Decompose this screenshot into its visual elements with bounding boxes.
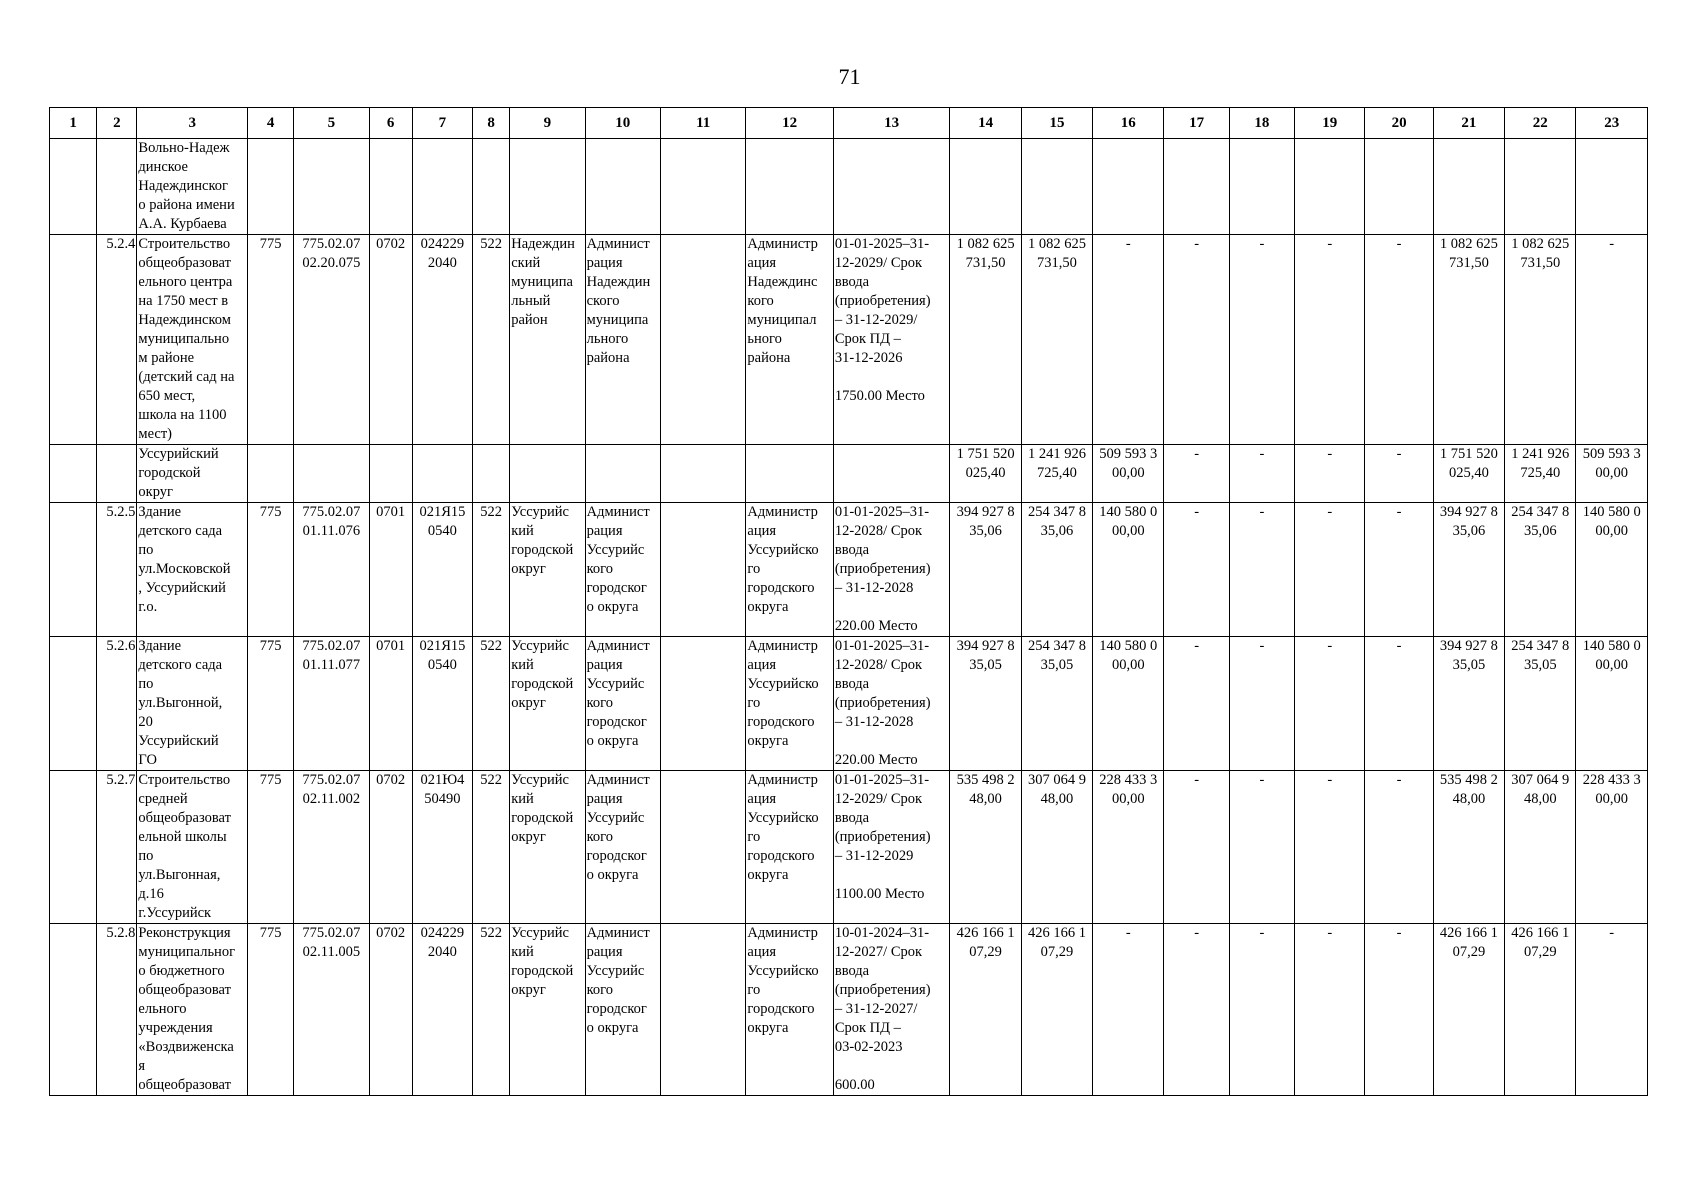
cell-col-4: 775 xyxy=(247,924,293,1096)
cell-col-3: Здание детского сада по ул.Московской , Уссурийский г.о. xyxy=(137,503,248,637)
cell-col-22: 307 064 9 48,00 xyxy=(1505,771,1576,924)
cell-col-13: 01-01-2025–31- 12-2029/ Срок ввода (приобретения) – 31-12-2029 1100.00 Место xyxy=(833,771,950,924)
cell-col-16: 140 580 0 00,00 xyxy=(1093,503,1164,637)
cell-col-10: Админист рация Уссурийс кого городског о округа xyxy=(585,771,660,924)
cell-col-16: - xyxy=(1093,235,1164,445)
column-header-21: 21 xyxy=(1433,108,1504,139)
cell-col-6: 0702 xyxy=(369,235,412,445)
cell-col-3: Реконструкция муниципальног о бюджетного общеобразоват ельного учреждения «Воздвиженска я общеобразоват xyxy=(137,924,248,1096)
cell-col-18: - xyxy=(1229,637,1294,771)
cell-col-17: - xyxy=(1164,235,1229,445)
cell-col-14: 426 166 1 07,29 xyxy=(950,924,1021,1096)
cell-col-9: Уссурийс кий городской округ xyxy=(510,637,585,771)
cell-col-2 xyxy=(97,445,137,503)
column-header-1: 1 xyxy=(50,108,97,139)
cell-col-23: 140 580 0 00,00 xyxy=(1576,503,1648,637)
cell-col-9 xyxy=(510,445,585,503)
column-header-9: 9 xyxy=(510,108,585,139)
cell-col-9: Уссурийс кий городской округ xyxy=(510,771,585,924)
cell-col-20: - xyxy=(1365,771,1433,924)
cell-col-11 xyxy=(660,235,745,445)
budget-table xyxy=(49,107,1648,1096)
cell-col-18: - xyxy=(1229,771,1294,924)
cell-col-14: 394 927 8 35,06 xyxy=(950,503,1021,637)
cell-col-11 xyxy=(660,139,745,235)
cell-col-2: 5.2.7 xyxy=(97,771,137,924)
cell-col-5: 775.02.07 01.11.077 xyxy=(294,637,369,771)
cell-col-6: 0702 xyxy=(369,771,412,924)
cell-col-15: 254 347 8 35,05 xyxy=(1021,637,1092,771)
cell-col-18: - xyxy=(1229,503,1294,637)
cell-col-4: 775 xyxy=(247,503,293,637)
column-header-19: 19 xyxy=(1295,108,1365,139)
cell-col-17 xyxy=(1164,139,1229,235)
cell-col-1 xyxy=(50,139,97,235)
cell-col-1 xyxy=(50,503,97,637)
table-row xyxy=(50,503,1648,637)
cell-col-13 xyxy=(833,445,950,503)
cell-col-21: 535 498 2 48,00 xyxy=(1433,771,1504,924)
cell-col-11 xyxy=(660,503,745,637)
cell-col-13: 01-01-2025–31- 12-2029/ Срок ввода (приобретения) – 31-12-2029/ Срок ПД – 31-12-2026 1750.00 Место xyxy=(833,235,950,445)
cell-col-15: 426 166 1 07,29 xyxy=(1021,924,1092,1096)
column-header-20: 20 xyxy=(1365,108,1433,139)
cell-col-9: Надеждин ский муниципа льный район xyxy=(510,235,585,445)
cell-col-13 xyxy=(833,139,950,235)
cell-col-10 xyxy=(585,139,660,235)
cell-col-11 xyxy=(660,924,745,1096)
cell-col-5: 775.02.07 02.11.002 xyxy=(294,771,369,924)
table-row xyxy=(50,445,1648,503)
cell-col-11 xyxy=(660,771,745,924)
cell-col-7: 024229 2040 xyxy=(412,235,472,445)
cell-col-6 xyxy=(369,139,412,235)
column-header-4: 4 xyxy=(247,108,293,139)
cell-col-7 xyxy=(412,139,472,235)
column-header-16: 16 xyxy=(1093,108,1164,139)
cell-col-22: 1 241 926 725,40 xyxy=(1505,445,1576,503)
cell-col-16: 140 580 0 00,00 xyxy=(1093,637,1164,771)
cell-col-9 xyxy=(510,139,585,235)
cell-col-13: 01-01-2025–31- 12-2028/ Срок ввода (приобретения) – 31-12-2028 220.00 Место xyxy=(833,637,950,771)
cell-col-7: 021Я15 0540 xyxy=(412,637,472,771)
cell-col-19: - xyxy=(1295,771,1365,924)
cell-col-2: 5.2.5 xyxy=(97,503,137,637)
cell-col-14: 394 927 8 35,05 xyxy=(950,637,1021,771)
cell-col-21 xyxy=(1433,139,1504,235)
cell-col-22: 254 347 8 35,05 xyxy=(1505,637,1576,771)
cell-col-20: - xyxy=(1365,637,1433,771)
cell-col-20 xyxy=(1365,139,1433,235)
cell-col-12: Администр ация Надеждинс кого муниципал ьного района xyxy=(746,235,833,445)
cell-col-10: Админист рация Уссурийс кого городског о округа xyxy=(585,503,660,637)
cell-col-18: - xyxy=(1229,445,1294,503)
cell-col-8: 522 xyxy=(473,637,510,771)
cell-col-23: 228 433 3 00,00 xyxy=(1576,771,1648,924)
cell-col-17: - xyxy=(1164,771,1229,924)
cell-col-7: 021Я15 0540 xyxy=(412,503,472,637)
cell-col-10: Админист рация Уссурийс кого городског о округа xyxy=(585,637,660,771)
cell-col-2: 5.2.4 xyxy=(97,235,137,445)
cell-col-17: - xyxy=(1164,924,1229,1096)
cell-col-17: - xyxy=(1164,637,1229,771)
cell-col-22 xyxy=(1505,139,1576,235)
cell-col-14: 1 082 625 731,50 xyxy=(950,235,1021,445)
cell-col-8: 522 xyxy=(473,503,510,637)
cell-col-2 xyxy=(97,139,137,235)
cell-col-12: Администр ация Уссурийско го городского округа xyxy=(746,924,833,1096)
cell-col-1 xyxy=(50,235,97,445)
column-header-18: 18 xyxy=(1229,108,1294,139)
cell-col-8: 522 xyxy=(473,235,510,445)
cell-col-23: 140 580 0 00,00 xyxy=(1576,637,1648,771)
cell-col-5 xyxy=(294,139,369,235)
cell-col-5 xyxy=(294,445,369,503)
cell-col-8: 522 xyxy=(473,771,510,924)
cell-col-14 xyxy=(950,139,1021,235)
cell-col-23: - xyxy=(1576,235,1648,445)
cell-col-1 xyxy=(50,445,97,503)
column-header-14: 14 xyxy=(950,108,1021,139)
cell-col-4 xyxy=(247,445,293,503)
column-header-15: 15 xyxy=(1021,108,1092,139)
cell-col-19: - xyxy=(1295,445,1365,503)
cell-col-12 xyxy=(746,139,833,235)
cell-col-6: 0701 xyxy=(369,637,412,771)
cell-col-5: 775.02.07 01.11.076 xyxy=(294,503,369,637)
cell-col-19 xyxy=(1295,139,1365,235)
cell-col-10: Админист рация Уссурийс кого городског о округа xyxy=(585,924,660,1096)
header-row xyxy=(50,108,1648,139)
cell-col-21: 394 927 8 35,05 xyxy=(1433,637,1504,771)
cell-col-22: 1 082 625 731,50 xyxy=(1505,235,1576,445)
cell-col-11 xyxy=(660,445,745,503)
cell-col-5: 775.02.07 02.11.005 xyxy=(294,924,369,1096)
page-number: 71 xyxy=(838,64,861,89)
cell-col-12: Администр ация Уссурийско го городского округа xyxy=(746,503,833,637)
table-row xyxy=(50,924,1648,1096)
cell-col-16: 228 433 3 00,00 xyxy=(1093,771,1164,924)
cell-col-18: - xyxy=(1229,924,1294,1096)
column-header-23: 23 xyxy=(1576,108,1648,139)
cell-col-23: 509 593 3 00,00 xyxy=(1576,445,1648,503)
cell-col-21: 1 082 625 731,50 xyxy=(1433,235,1504,445)
cell-col-2: 5.2.6 xyxy=(97,637,137,771)
cell-col-3: Строительство средней общеобразоват ельной школы по ул.Выгонная, д.16 г.Уссурийск xyxy=(137,771,248,924)
table-row xyxy=(50,235,1648,445)
cell-col-8: 522 xyxy=(473,924,510,1096)
cell-col-12 xyxy=(746,445,833,503)
cell-col-21: 426 166 1 07,29 xyxy=(1433,924,1504,1096)
cell-col-12: Администр ация Уссурийско го городского округа xyxy=(746,637,833,771)
cell-col-8 xyxy=(473,139,510,235)
cell-col-17: - xyxy=(1164,445,1229,503)
cell-col-20: - xyxy=(1365,235,1433,445)
cell-col-16 xyxy=(1093,139,1164,235)
column-header-10: 10 xyxy=(585,108,660,139)
cell-col-10 xyxy=(585,445,660,503)
cell-col-22: 254 347 8 35,06 xyxy=(1505,503,1576,637)
cell-col-13: 01-01-2025–31- 12-2028/ Срок ввода (приобретения) – 31-12-2028 220.00 Место xyxy=(833,503,950,637)
cell-col-20: - xyxy=(1365,445,1433,503)
cell-col-4 xyxy=(247,139,293,235)
column-header-22: 22 xyxy=(1505,108,1576,139)
cell-col-4: 775 xyxy=(247,771,293,924)
cell-col-2: 5.2.8 xyxy=(97,924,137,1096)
cell-col-18: - xyxy=(1229,235,1294,445)
cell-col-9: Уссурийс кий городской округ xyxy=(510,503,585,637)
table-row xyxy=(50,771,1648,924)
cell-col-4: 775 xyxy=(247,637,293,771)
cell-col-21: 394 927 8 35,06 xyxy=(1433,503,1504,637)
cell-col-4: 775 xyxy=(247,235,293,445)
column-header-2: 2 xyxy=(97,108,137,139)
cell-col-20: - xyxy=(1365,503,1433,637)
cell-col-22: 426 166 1 07,29 xyxy=(1505,924,1576,1096)
cell-col-15 xyxy=(1021,139,1092,235)
cell-col-11 xyxy=(660,637,745,771)
column-header-13: 13 xyxy=(833,108,950,139)
cell-col-1 xyxy=(50,771,97,924)
cell-col-16: 509 593 3 00,00 xyxy=(1093,445,1164,503)
column-header-5: 5 xyxy=(294,108,369,139)
cell-col-15: 254 347 8 35,06 xyxy=(1021,503,1092,637)
cell-col-21: 1 751 520 025,40 xyxy=(1433,445,1504,503)
cell-col-15: 1 241 926 725,40 xyxy=(1021,445,1092,503)
cell-col-7: 021Ю4 50490 xyxy=(412,771,472,924)
column-header-7: 7 xyxy=(412,108,472,139)
column-header-6: 6 xyxy=(369,108,412,139)
column-header-3: 3 xyxy=(137,108,248,139)
cell-col-10: Админист рация Надеждин ского муниципа льного района xyxy=(585,235,660,445)
table-row xyxy=(50,637,1648,771)
cell-col-14: 535 498 2 48,00 xyxy=(950,771,1021,924)
column-header-8: 8 xyxy=(473,108,510,139)
cell-col-6 xyxy=(369,445,412,503)
cell-col-6: 0701 xyxy=(369,503,412,637)
column-header-11: 11 xyxy=(660,108,745,139)
cell-col-19: - xyxy=(1295,503,1365,637)
cell-col-16: - xyxy=(1093,924,1164,1096)
cell-col-17: - xyxy=(1164,503,1229,637)
cell-col-13: 10-01-2024–31- 12-2027/ Срок ввода (приобретения) – 31-12-2027/ Срок ПД – 03-02-2023 600.00 xyxy=(833,924,950,1096)
cell-col-19: - xyxy=(1295,637,1365,771)
cell-col-12: Администр ация Уссурийско го городского округа xyxy=(746,771,833,924)
cell-col-3: Здание детского сада по ул.Выгонной, 20 Уссурийский ГО xyxy=(137,637,248,771)
cell-col-7 xyxy=(412,445,472,503)
cell-col-18 xyxy=(1229,139,1294,235)
cell-col-19: - xyxy=(1295,235,1365,445)
cell-col-9: Уссурийс кий городской округ xyxy=(510,924,585,1096)
cell-col-23: - xyxy=(1576,924,1648,1096)
cell-col-15: 1 082 625 731,50 xyxy=(1021,235,1092,445)
cell-col-1 xyxy=(50,637,97,771)
cell-col-1 xyxy=(50,924,97,1096)
cell-col-3: Строительство общеобразоват ельного центра на 1750 мест в Надеждинском муниципально м районе (детский сад на 650 мест, школа на 1100 мест) xyxy=(137,235,248,445)
column-header-17: 17 xyxy=(1164,108,1229,139)
cell-col-6: 0702 xyxy=(369,924,412,1096)
table-row xyxy=(50,139,1648,235)
cell-col-23 xyxy=(1576,139,1648,235)
column-header-12: 12 xyxy=(746,108,833,139)
cell-col-3: Вольно-Надеж динское Надеждинског о района имени А.А. Курбаева xyxy=(137,139,248,235)
cell-col-14: 1 751 520 025,40 xyxy=(950,445,1021,503)
cell-col-8 xyxy=(473,445,510,503)
cell-col-15: 307 064 9 48,00 xyxy=(1021,771,1092,924)
cell-col-5: 775.02.07 02.20.075 xyxy=(294,235,369,445)
cell-col-19: - xyxy=(1295,924,1365,1096)
cell-col-20: - xyxy=(1365,924,1433,1096)
cell-col-3: Уссурийский городской округ xyxy=(137,445,248,503)
cell-col-7: 024229 2040 xyxy=(412,924,472,1096)
